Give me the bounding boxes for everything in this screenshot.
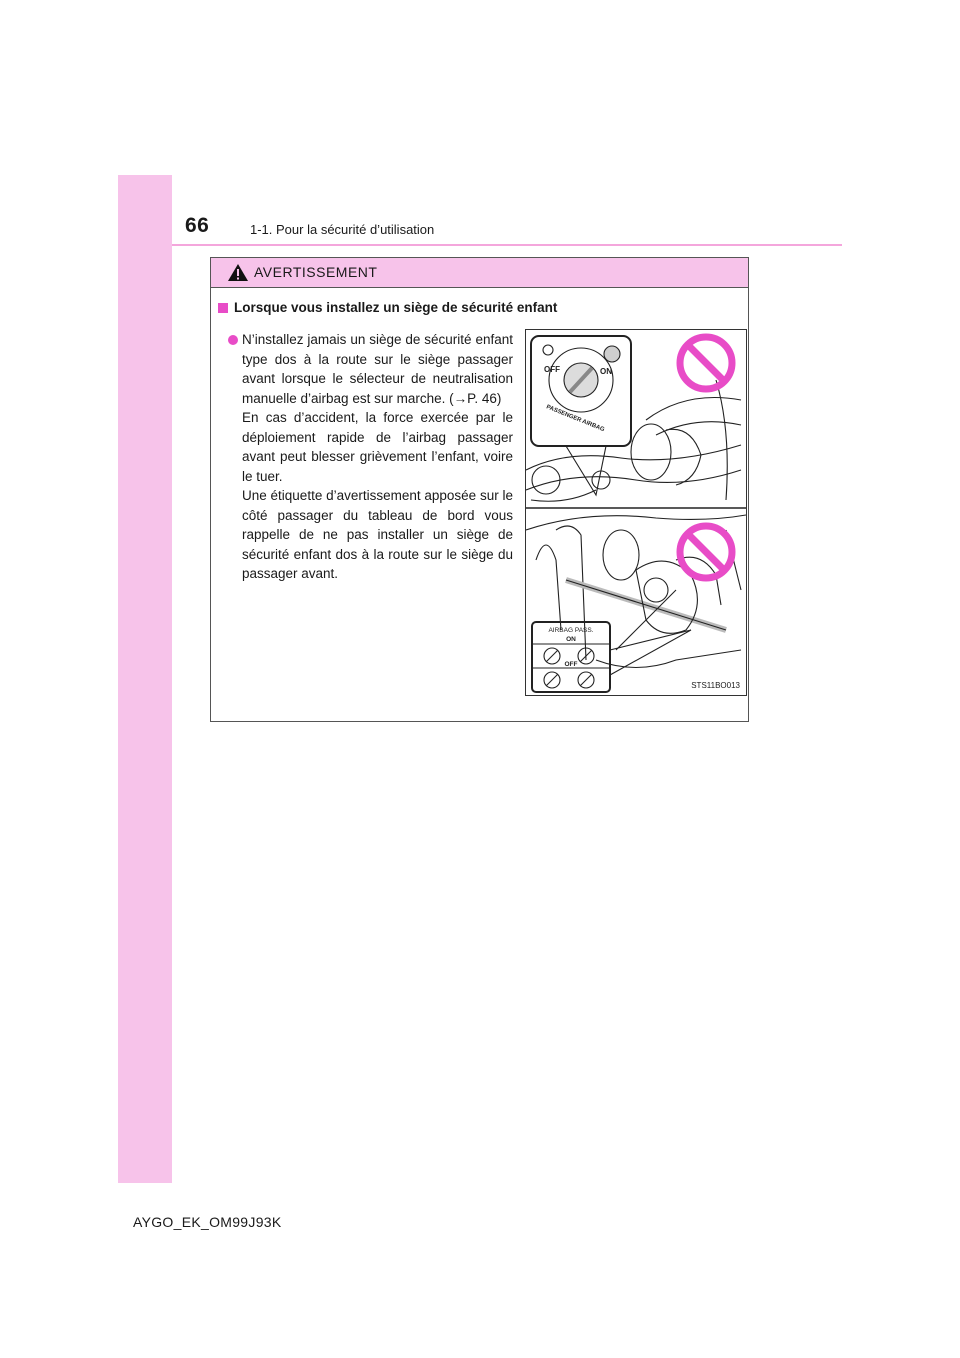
dot-bullet-icon: [228, 335, 238, 345]
label-off: OFF: [564, 661, 578, 668]
prohibition-icon: [680, 526, 732, 578]
warning-body: [242, 330, 513, 584]
paragraph: En cas d’accident, la force exercée par le déploiement rapide de l’airbag passager avant peut blesser grièvement l’enfant, voire le tuer.: [242, 410, 513, 484]
header-rule: [172, 244, 842, 246]
switch-off-label: OFF: [544, 365, 560, 374]
warning-subheading: [218, 300, 557, 315]
label-title: AIRBAG PASS.: [548, 627, 594, 634]
paragraph: N’installez jamais un siège de sécurité enfant type dos à la route sur le siège passager avant lorsque le sélecteur de neutralisation manuelle d’airbag est sur marche. (→P. 46): [242, 332, 513, 406]
switch-ring-label: PASSENGER AIRBAG: [545, 404, 606, 434]
label-on: ON: [566, 636, 576, 643]
page-number: 66: [185, 214, 210, 237]
warning-title: AVERTISSEMENT: [254, 264, 378, 280]
side-band: [118, 175, 172, 1183]
illustration-drawing: [526, 330, 746, 695]
figure-code: STS11BO013: [691, 681, 740, 690]
warning-header: [211, 258, 748, 288]
warning-triangle-icon: [227, 263, 249, 282]
footer-doc-code: AYGO_EK_OM99J93K: [133, 1214, 282, 1230]
warning-subheading-text: Lorsque vous installez un siège de sécurité enfant: [234, 300, 558, 315]
paragraph: Une étiquette d’avertissement apposée sur le côté passager du tableau de bord vous rappelle de ne pas installer un siège de sécurité enfant dos à la route sur le siège du passager avant.: [242, 488, 513, 581]
section-title: 1-1. Pour la sécurité d’utilisation: [250, 222, 435, 237]
prohibition-icon: [680, 337, 732, 389]
square-bullet-icon: [218, 303, 228, 313]
warning-box: [210, 257, 749, 722]
airbag-illustration: [525, 329, 747, 696]
switch-on-label: ON: [600, 367, 612, 376]
